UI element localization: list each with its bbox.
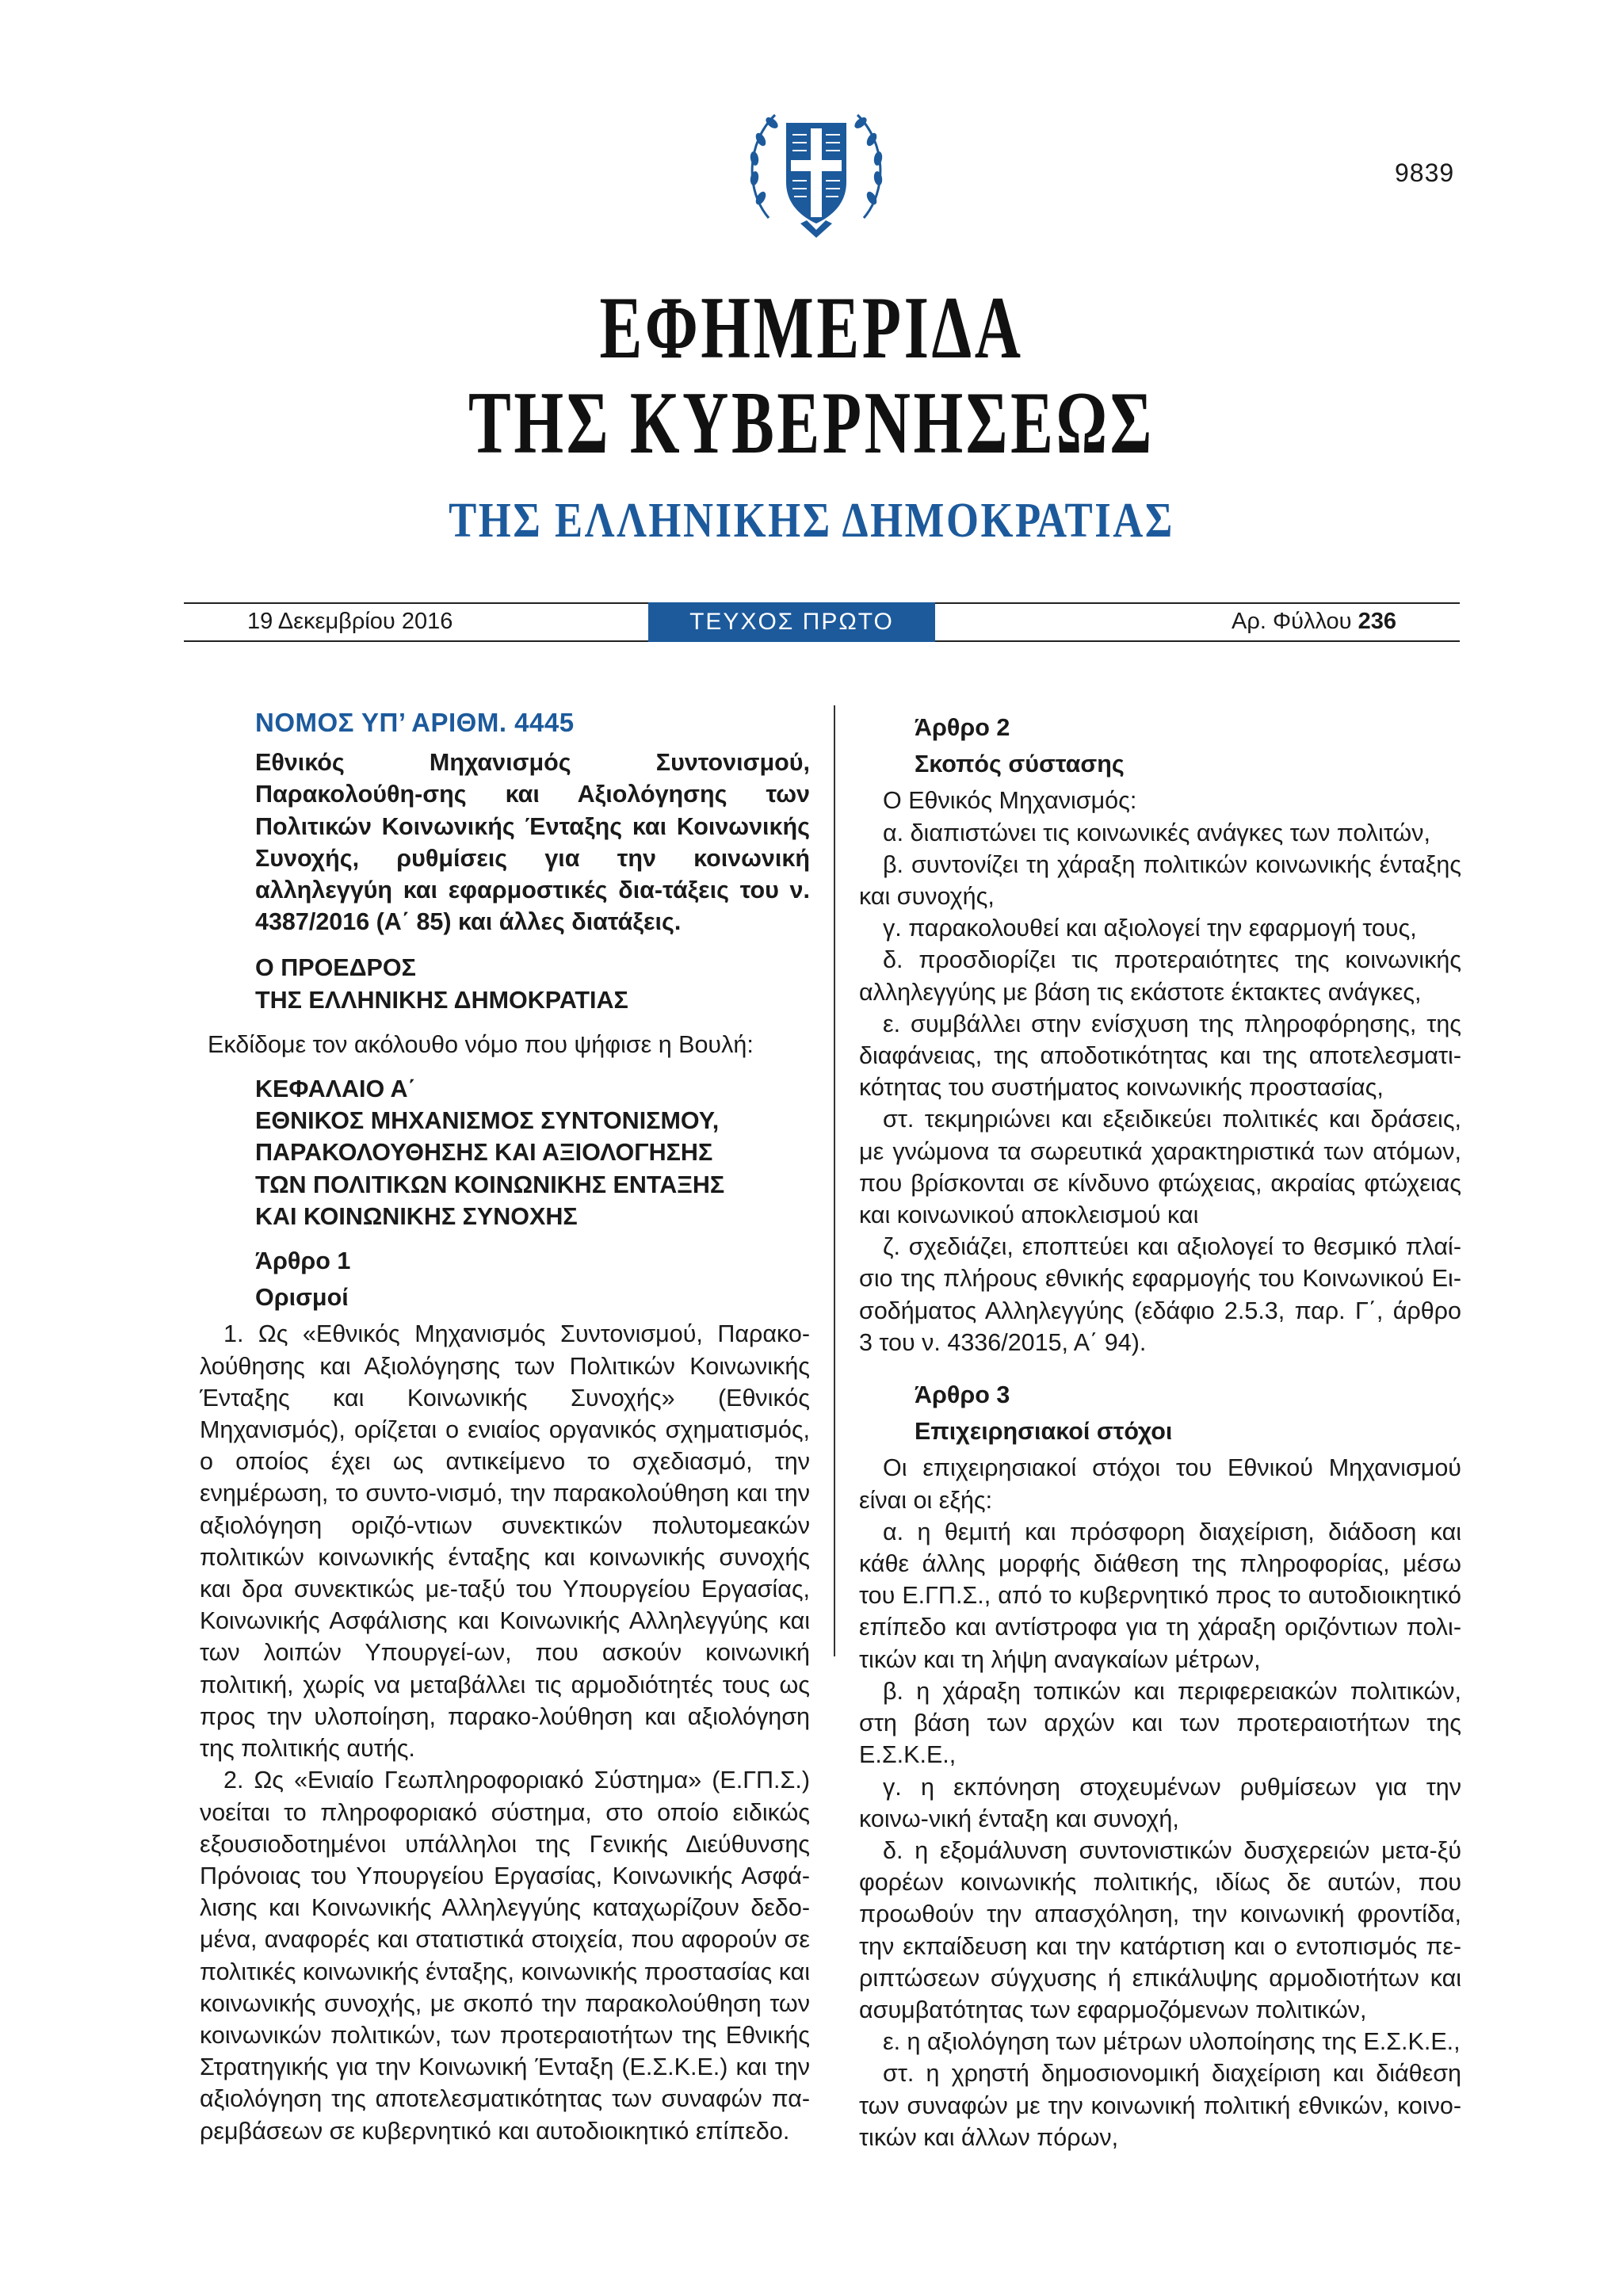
greek-coat-of-arms-icon xyxy=(737,87,896,246)
president-line1: Ο ΠΡΟΕΔΡΟΣ xyxy=(255,954,416,982)
right-column xyxy=(859,707,1461,2153)
enactment-clause: Εκδίδομε τον ακόλουθο νόμο που ψήφισε η Βουλή: xyxy=(208,1030,754,1058)
article3-intro: Οι επιχειρησιακοί στόχοι του Εθνικού Μηχανισμού είναι οι εξής: xyxy=(859,1454,1461,1514)
article3-item: γ. η εκπόνηση στοχευμένων ρυθμίσεων για την κοινω-νική ένταξη και συνοχή, xyxy=(859,1773,1461,1832)
article3-label: Άρθρο 3 xyxy=(915,1381,1010,1409)
article1-paragraph: 2. Ως «Ενιαίο Γεωπληροφοριακό Σύστημα» (Ε.ΓΠ.Σ.) νοείται το πληροφοριακό σύστημα, στο οποίο ειδικώς εξουσιοδοτημένοι υπάλληλοι της Γενικής Διεύθυνσης Πρόνοιας του Υπουργείου Εργασίας, Κοινωνικής Ασφά-λισης και Κοινωνικής Αλληλεγγύης καταχωρίζουν δεδο-μένα, αναφορές και στατιστικά στοιχεία, που αφορούν σε πολιτικές κοινωνικής ένταξης, κοινωνικής προστασίας και κοινωνικής συνοχής, με σκοπό την παρακολούθηση των κοινωνικών πολιτικών, των προτεραιοτήτων της Εθνικής Στρατηγικής για την Κοινωνική Ένταξη (Ε.Σ.Κ.Ε.) και την αξιολόγηση της αποτελεσματικότητας των συναφών πα-ρεμβάσεων σε κυβερνητικό και αυτοδιοικητικό επίπεδο. xyxy=(200,1767,810,2145)
chapter-line: ΚΑΙ ΚΟΙΝΩΝΙΚΗΣ ΣΥΝΟΧΗΣ xyxy=(255,1202,578,1230)
column-divider xyxy=(834,705,835,1656)
article1-title: Ορισμοί xyxy=(255,1284,349,1312)
masthead-title-line3: ΤΗΣ ΕΛΛΗΝΙΚΗΣ ΔΗΜΟΚΡΑΤΙΑΣ xyxy=(449,494,1174,548)
article3-item: στ. η χρηστή δημοσιονομική διαχείριση και διάθεση των συναφών με την κοινωνική πολιτική εθνικών, κοινο-τικών και άλλων πόρων, xyxy=(859,2060,1461,2151)
chapter-line: ΚΕΦΑΛΑΙΟ Α΄ xyxy=(255,1075,416,1103)
president-heading xyxy=(255,952,810,1015)
issue-label: ΤΕΥΧΟΣ ΠΡΩΤΟ xyxy=(648,602,935,642)
article3-item: β. η χάραξη τοπικών και περιφερειακών πολιτικών, στη βάση των αρχών και των προτεραιοτήτων της Ε.Σ.Κ.Ε., xyxy=(859,1677,1461,1769)
chapter-line: ΠΑΡΑΚΟΛΟΥΘΗΣΗΣ ΚΑΙ ΑΞΙΟΛΟΓΗΣΗΣ xyxy=(255,1139,713,1167)
law-subject: Εθνικός Μηχανισμός Συντονισμού, Παρακολούθη-σης και Αξιολόγησης των Πολιτικών Κοινωνικής Ένταξης και Κοινωνικής Συνοχής, ρυθμίσεις για την κοινωνική αλληλεγγύη και εφαρμοστικές δια-τάξεις του ν. 4387/2016 (Α΄ 85) και άλλες διατάξεις. xyxy=(255,749,810,936)
chapter-line: ΤΩΝ ΠΟΛΙΤΙΚΩΝ ΚΟΙΝΩΝΙΚΗΣ ΕΝΤΑΞΗΣ xyxy=(255,1171,725,1198)
article1-paragraph: 1. Ως «Εθνικός Μηχανισμός Συντονισμού, Παρακο-λούθησης και Αξιολόγησης των Πολιτικών Κοινωνικής Ένταξης και Κοινωνικής Συνοχής» (Εθνικός Μηχανισμός), ορίζεται ο ενιαίος οργανικός σχηματισμός, ο οποίος έχει ως αντικείμενο το σχεδιασμό, την ενημέρωση, το συντο-νισμό, την παρακολούθηση και την αξιολόγηση οριζό-ντιων συνεκτικών πολυτομεακών πολιτικών κοινωνικής ένταξης και κοινωνικής συνοχής και δρα συνεκτικώς με-ταξύ του Υπουργείου Εργασίας, Κοινωνικής Ασφάλισης και Κοινωνικής Αλληλεγγύης και των λοιπών Υπουργεί-ων, που ασκούν κοινωνική πολιτική, χωρίς να μεταβάλλει τις αρμοδιότητές τους ως προς την υλοποίηση, παρακο-λούθηση και αξιολόγηση της πολιτικής αυτής. xyxy=(200,1320,810,1763)
article2-item: α. διαπιστώνει τις κοινωνικές ανάγκες των πολιτών, xyxy=(883,819,1430,846)
article2-item: ε. συμβάλλει στην ενίσχυση της πληροφόρησης, της διαφάνειας, της αποδοτικότητας και της αποτελεσματι-κότητας του συστήματος κοινωνικής προστασίας, xyxy=(859,1010,1461,1102)
president-line2: ΤΗΣ ΕΛΛΗΝΙΚΗΣ ΔΗΜΟΚΡΑΤΙΑΣ xyxy=(255,986,628,1014)
article3-title: Επιχειρησιακοί στόχοι xyxy=(915,1418,1173,1446)
article3-item: ε. η αξιολόγηση των μέτρων υλοποίησης της Ε.Σ.Κ.Ε., xyxy=(883,2028,1461,2056)
article3-item: δ. η εξομάλυνση συντονιστικών δυσχερειών μετα-ξύ φορέων κοινωνικής πολιτικής, ιδίως δε αυτών, που προωθούν την απασχόληση, την κοινωνική φροντίδα, την εκπαίδευση και την κατάρτιση και ο εντοπισμός πε-ριπτώσεων σύγχυσης ή επικάλυψης αρμοδιοτήτων και ασυμβατότητας των εφαρμοζόμενων πολιτικών, xyxy=(859,1836,1461,2023)
sheet-number xyxy=(1232,609,1396,635)
issue-date: 19 Δεκεμβρίου 2016 xyxy=(247,609,453,634)
law-title: ΝΟΜΟΣ ΥΠ’ ΑΡΙΘΜ. 4445 xyxy=(255,708,575,737)
article2-label: Άρθρο 2 xyxy=(915,714,1010,741)
chapter-heading xyxy=(255,1073,810,1232)
article2-item: ζ. σχεδιάζει, εποπτεύει και αξιολογεί το θεσμικό πλαί-σιο της πλήρους εθνικής εφαρμογής του Κοινωνικού Ει-σοδήματος Αλληλεγγύης (εδάφιο 2.5.3, παρ. Γ΄, άρθρο 3 του ν. 4336/2015, Α΄ 94). xyxy=(859,1233,1461,1356)
article1-label: Άρθρο 1 xyxy=(255,1247,351,1275)
masthead-title-line2: ΤΗΣ ΚΥΒΕΡΝΗΣΕΩΣ xyxy=(468,374,1155,472)
page-number: 9839 xyxy=(1395,159,1455,187)
article2-item: β. συντονίζει τη χάραξη πολιτικών κοινωνικής ένταξης και συνοχής, xyxy=(859,850,1461,911)
article2-item: δ. προσδιορίζει τις προτεραιότητες της κοινωνικής αλληλεγγύης με βάση τις εκάστοτε έκτακτες ανάγκες, xyxy=(859,946,1461,1006)
article3-item: α. η θεμιτή και πρόσφορη διαχείριση, διάδοση και κάθε άλλης μορφής διάθεση της πληροφορίας, μέσω του Ε.ΓΠ.Σ., από το κυβερνητικό προς το αυτοδιοικητικό επίπεδο και αντίστροφα για τη χάραξη οριζόντιων πολι-τικών και τη λήψη αναγκαίων μέτρων, xyxy=(859,1518,1461,1673)
article2-title: Σκοπός σύστασης xyxy=(915,751,1125,778)
masthead-info-bar xyxy=(184,602,1460,642)
chapter-line: ΕΘΝΙΚΟΣ ΜΗΧΑΝΙΣΜΟΣ ΣΥΝΤΟΝΙΣΜΟΥ, xyxy=(255,1107,720,1135)
article2-intro: Ο Εθνικός Μηχανισμός: xyxy=(883,787,1137,815)
sheet-label: Αρ. Φύλλου xyxy=(1232,609,1352,634)
left-column xyxy=(200,707,810,2147)
article2-item: στ. τεκμηριώνει και εξειδικεύει πολιτικές και δράσεις, με γνώμονα τα σωρευτικά χαρακτηριστικά των ατόμων, που βρίσκονται σε κίνδυνο φτώχειας, ακραίας φτώχειας και κοινωνικού αποκλεισμού και xyxy=(859,1106,1461,1229)
masthead-title-line1: ΕΦΗΜΕΡΙΔΑ xyxy=(599,279,1024,377)
sheet-number-value: 236 xyxy=(1358,609,1396,634)
article2-item: γ. παρακολουθεί και αξιολογεί την εφαρμογή τους, xyxy=(883,915,1417,942)
